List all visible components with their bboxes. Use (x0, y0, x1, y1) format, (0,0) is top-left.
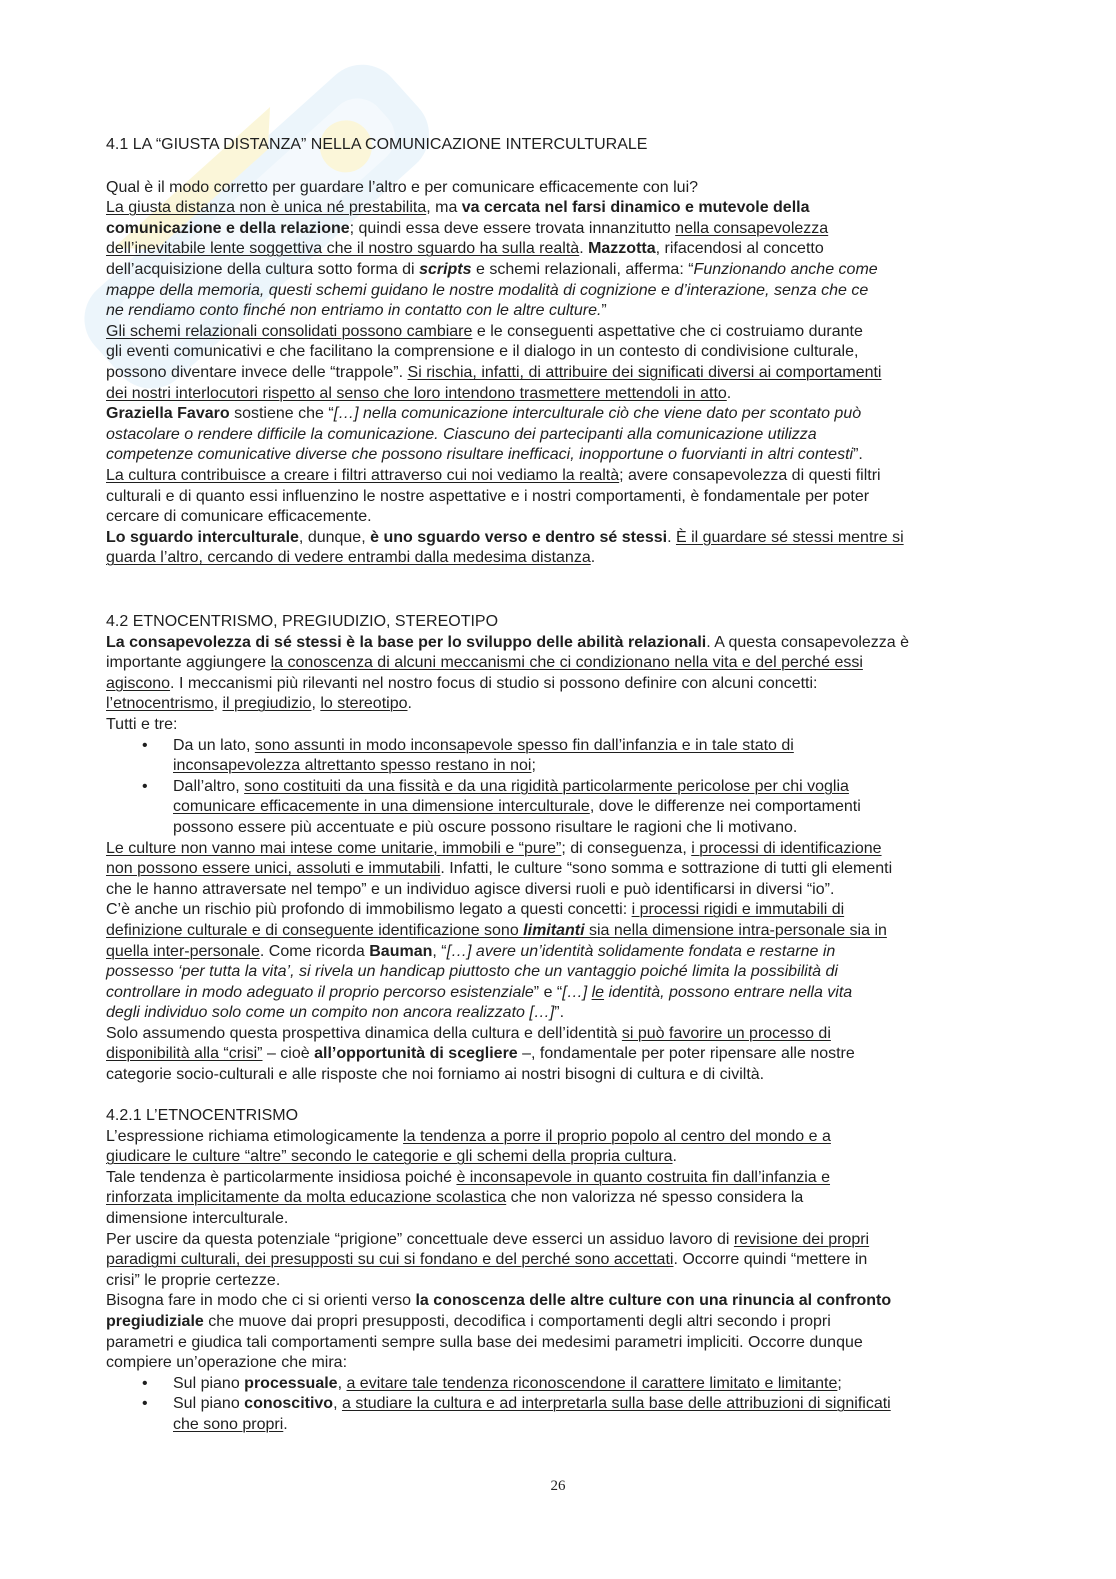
text-line (106, 633, 1066, 654)
bullet-item (106, 777, 1066, 798)
bullet-item-continuation (106, 797, 1066, 818)
text-run: crisi” le proprie certezze. (106, 1271, 281, 1289)
text-run: conoscitivo (244, 1395, 334, 1413)
text-run: È il guardare sé stessi mentre si (675, 528, 904, 546)
text-run: sostiene che “ (229, 405, 334, 423)
text-run: Mazzotta (588, 240, 656, 258)
text-run: , dunque, (298, 528, 371, 546)
text-run: che muove dai propri presupposti, decodifica i comportamenti degli altri secondo i propri (203, 1312, 831, 1330)
text-run: , rifacendosi al concetto (655, 240, 824, 258)
bullet-item (106, 1394, 1066, 1415)
text-run: – cioè (262, 1045, 315, 1063)
text-line (106, 445, 1066, 466)
text-line (106, 281, 1066, 302)
text-run: , (337, 1374, 347, 1392)
text-run: categorie socio-culturali e alle risposte che noi forniamo ai nostri bisogni di cultura e di civiltà. (106, 1066, 765, 1084)
text-line (106, 694, 1066, 715)
text-run: a evitare tale tendenza riconoscendone il carattere limitato e limitante (346, 1374, 838, 1392)
text-run: compiere un’operazione che mira: (106, 1354, 348, 1372)
text-run: comunicare efficacemente in una dimensione interculturale (173, 798, 590, 816)
text-run: e schemi relazionali, afferma: “ (471, 260, 694, 278)
text-run: Tale tendenza è particolarmente insidiosa poiché (106, 1168, 457, 1186)
text-run: . (590, 549, 596, 567)
bullet-icon (142, 1374, 148, 1395)
text-run: possono diventare invece delle “trappole”. (106, 363, 408, 381)
text-run: ostacolare o rendere difficile la comunicazione. Ciascuno dei partecipanti alla comunicazione utilizza (106, 425, 817, 443)
text-run: […] (562, 983, 592, 1001)
text-run: La giusta distanza non è unica né prestabilita (106, 199, 427, 217)
text-run: , (311, 695, 321, 713)
text-line (106, 715, 1066, 736)
text-line (106, 900, 1066, 921)
text-line (106, 1044, 1066, 1065)
text-run: all’opportunità di scegliere (314, 1045, 518, 1063)
text-run: revisione dei propri (733, 1230, 870, 1248)
text-run: e le conseguenti aspettative che ci costruiamo durante (472, 322, 863, 340)
text-run: sia nella dimensione intra-personale sia in (584, 921, 887, 939)
section-4-2-1 (106, 1106, 1066, 1436)
text-run: l’etnocentrismo (106, 695, 214, 713)
section-body (106, 633, 1066, 1086)
text-run: giudicare le culture “altre” secondo le categorie e gli schemi della propria cultura (106, 1148, 673, 1166)
text-run: , ma (426, 199, 462, 217)
bullet-icon (142, 736, 148, 757)
text-run: ; (837, 1374, 842, 1392)
text-run: competenze comunicative diverse che possono risultare inefficaci, inopportune o fuorvianti in altri contesti (106, 446, 854, 464)
text-line (106, 839, 1066, 860)
text-run: degli individuo solo come un compito non ancora realizzato […] (106, 1004, 555, 1022)
text-run: che le hanno attraversate nel tempo” e un individuo agisce diversi ruoli e può identificarsi in diversi “io”. (106, 880, 835, 898)
text-line (106, 548, 1066, 569)
text-run: L’espressione richiama etimologicamente (106, 1127, 404, 1145)
text-line (106, 363, 1066, 384)
text-run: ” e “ (533, 983, 563, 1001)
text-run: le (591, 983, 605, 1001)
text-run: Dall’altro, (173, 777, 245, 795)
section-body (106, 1127, 1066, 1436)
text-run: quella inter-personale (106, 942, 260, 960)
text-run: culturali e di quanto essi influenzino le nostre aspettative e i nostri comportamenti, è fondamentale per poter (106, 487, 870, 505)
text-line (106, 1230, 1066, 1251)
text-run: –, fondamentale per poter ripensare alle nostre (517, 1045, 855, 1063)
text-run: non possono essere unici, assoluti e immutabili (106, 860, 441, 878)
text-line (106, 942, 1066, 963)
text-run: è uno sguardo verso e dentro sé stessi (370, 528, 668, 546)
text-run: ; avere consapevolezza di questi filtri (619, 466, 881, 484)
text-run: . (579, 240, 589, 258)
section-body (106, 178, 1066, 569)
text-run: . (283, 1415, 288, 1433)
text-run: , (333, 1395, 342, 1413)
text-run: a studiare la cultura e ad interpretarla sulla base delle attribuzioni di significati (341, 1395, 891, 1413)
text-run: Da un lato, (173, 736, 255, 754)
text-run: Sul piano (173, 1395, 245, 1413)
text-run: dell’inevitabile lente soggettiva che il nostro sguardo ha sulla realtà (106, 240, 580, 258)
text-run: Tutti e tre: (106, 715, 178, 733)
text-run: importante aggiungere (106, 654, 271, 672)
text-run: La cultura contribuisce a creare i filtri attraverso cui noi vediamo la realtà (106, 466, 620, 484)
text-line (106, 1127, 1066, 1148)
text-run: guarda l’altro, cercando di vedere entrambi dalla medesima distanza (106, 549, 591, 567)
text-run: ; (531, 757, 536, 775)
text-run: scripts (419, 260, 472, 278)
text-run: La consapevolezza di sé stessi è la base per lo sviluppo delle abilità relazionali (106, 633, 707, 651)
text-run: la conoscenza di alcuni meccanismi che ci condizionano nella vita e del perché essi (270, 654, 863, 672)
text-run: si può favorire un processo di (621, 1024, 831, 1042)
text-line (106, 322, 1066, 343)
text-line (106, 198, 1066, 219)
text-run: Solo assumendo questa prospettiva dinamica della cultura e dell’identità (106, 1024, 622, 1042)
text-run: disponibilità alla “crisi” (106, 1045, 263, 1063)
text-line (106, 239, 1066, 260)
text-run: . (726, 384, 732, 402)
text-run: Per uscire da questa potenziale “prigione” concettuale deve esserci un assiduo lavoro di (106, 1230, 734, 1248)
text-line (106, 260, 1066, 281)
text-run: che sono propri (173, 1415, 284, 1433)
text-run: Bauman (369, 942, 433, 960)
text-run: gli eventi comunicativi e che facilitano la comprensione e il dialogo in un contesto di condivisione culturale, (106, 343, 859, 361)
text-run: , dove le differenze nei comportamenti (589, 798, 861, 816)
text-run: . (407, 695, 412, 713)
text-run: . (667, 528, 676, 546)
text-run: […] avere un’identità solidamente fondata e restarne in (446, 942, 836, 960)
text-run: ” (601, 302, 607, 320)
text-run: ”. (554, 1004, 565, 1022)
text-run: limitanti (523, 921, 585, 939)
text-line (106, 1168, 1066, 1189)
section-heading: 4.1 LA “GIUSTA DISTANZA” NELLA COMUNICAZIONE INTERCULTURALE (106, 136, 648, 153)
text-run: Sul piano (173, 1374, 245, 1392)
text-line (106, 1003, 1066, 1024)
text-run: pregiudiziale (106, 1312, 204, 1330)
text-run: . Occorre quindi “mettere in (673, 1251, 868, 1269)
text-line (106, 983, 1066, 1004)
bullet-item (106, 1374, 1066, 1395)
text-line (106, 674, 1066, 695)
text-line (106, 178, 1066, 199)
text-run: i processi rigidi e immutabili di (631, 901, 845, 919)
text-line (106, 425, 1066, 446)
text-run: va cercata nel farsi dinamico e mutevole della (461, 199, 810, 217)
text-line (106, 507, 1066, 528)
text-line (106, 1147, 1066, 1168)
text-run: definizione culturale e di conseguente identificazione sono (106, 921, 524, 939)
section-4-2 (106, 612, 1066, 1086)
text-run: . A questa consapevolezza è (706, 633, 910, 651)
bullet-item (106, 736, 1066, 757)
text-run: […] nella comunicazione interculturale ciò che viene dato per scontato può (333, 405, 862, 423)
text-run: Gli schemi relazionali consolidati possono cambiare (106, 322, 473, 340)
section-4-1 (106, 135, 1066, 569)
section-heading: 4.2.1 L’ETNOCENTRISMO (106, 1107, 299, 1124)
text-run: lo stereotipo (320, 695, 408, 713)
text-run: . I meccanismi più rilevanti nel nostro focus di studio si possono definire con alcuni concetti: (170, 674, 818, 692)
text-run: . (672, 1148, 677, 1166)
page-number: 26 (550, 1478, 566, 1494)
text-line (106, 1333, 1066, 1354)
text-run: i processi di identificazione (691, 839, 882, 857)
text-run: Lo sguardo interculturale (106, 528, 299, 546)
text-line (106, 404, 1066, 425)
text-run: Bisogna fare in modo che ci si orienti verso (106, 1292, 416, 1310)
text-run: rinforzata implicitamente da molta educazione scolastica (106, 1189, 507, 1207)
text-line (106, 219, 1066, 240)
text-line (106, 859, 1066, 880)
text-line (106, 1188, 1066, 1209)
bullet-icon (142, 777, 148, 798)
text-run: il pregiudizio (222, 695, 312, 713)
text-run: sono costituiti da una fissità e da una rigidità particolarmente pericolose per chi voglia (244, 777, 849, 795)
text-line (106, 466, 1066, 487)
text-run: . Infatti, le culture “sono somma e sottrazione di tutti gli elementi (440, 860, 893, 878)
text-run: dell’acquisizione della cultura sotto forma di (106, 260, 420, 278)
text-run: mappe della memoria, questi schemi guidano le nostre modalità di cognizione e d’interazione, senza che ce (106, 281, 869, 299)
text-run: nella consapevolezza (675, 219, 829, 237)
section-heading: 4.2 ETNOCENTRISMO, PREGIUDIZIO, STEREOTIPO (106, 613, 499, 630)
bullet-icon (142, 1394, 148, 1415)
text-run: paradigmi culturali, dei presupposti su cui si fondano e del perché sono accettati (106, 1251, 674, 1269)
text-line (106, 1024, 1066, 1045)
text-run: identità, possono entrare nella vita (604, 983, 853, 1001)
text-line (106, 487, 1066, 508)
text-line (106, 342, 1066, 363)
text-run: ; di conseguenza, (561, 839, 692, 857)
text-line (106, 1312, 1066, 1333)
text-run: ; quindi essa deve essere trovata innanzitutto (349, 219, 676, 237)
text-run: controllare in modo adeguato il proprio percorso esistenziale (106, 983, 534, 1001)
text-line (106, 301, 1066, 322)
text-run: C’è anche un rischio più profondo di immobilismo legato a questi concetti: (106, 901, 632, 919)
text-line (106, 880, 1066, 901)
bullet-item-continuation (106, 756, 1066, 777)
text-run: , “ (432, 942, 447, 960)
text-run: dimensione interculturale. (106, 1209, 289, 1227)
text-line (106, 1353, 1066, 1374)
text-run: inconsapevolezza altrettanto spesso restano in noi (173, 757, 532, 775)
text-line (106, 528, 1066, 549)
text-run: cercare di comunicare efficacemente. (106, 508, 372, 526)
text-run: . Come ricorda (259, 942, 370, 960)
text-run: dei nostri interlocutori rispetto al senso che loro intendono trasmettere mettendoli in atto (106, 384, 727, 402)
text-run: sono assunti in modo inconsapevole spesso fin dall’infanzia e in tale stato di (254, 736, 794, 754)
text-run: possono essere più accentuate e più oscure possono risultare le ragioni che li motivano. (173, 818, 798, 836)
text-run: , (213, 695, 223, 713)
text-line (106, 962, 1066, 983)
text-line (106, 1065, 1066, 1086)
text-run: Graziella Favaro (106, 405, 230, 423)
text-line (106, 1291, 1066, 1312)
text-run: agiscono (106, 674, 171, 692)
text-run: ne rendiamo conto finché non entriamo in contatto con le altre culture. (106, 302, 602, 320)
text-run: è inconsapevole in quanto costruita fin dall’infanzia e (456, 1168, 831, 1186)
text-run: Le culture non vanno mai intese come unitarie, immobili e “pure” (106, 839, 562, 857)
text-run: Qual è il modo corretto per guardare l’altro e per comunicare efficacemente con lui? (106, 178, 699, 196)
text-run: la conoscenza delle altre culture con una rinuncia al confronto (415, 1292, 892, 1310)
text-run: possesso ‘per tutta la vita’, si rivela un handicap piuttosto che un vantaggio poiché limita la possibilità di (106, 963, 838, 981)
text-line (106, 1209, 1066, 1230)
text-run: processuale (244, 1374, 338, 1392)
text-run: ”. (853, 446, 863, 464)
text-line (106, 1271, 1066, 1292)
text-line (106, 384, 1066, 405)
text-line (106, 1250, 1066, 1271)
text-line (106, 921, 1066, 942)
text-run: che non valorizza né spesso considera la (506, 1189, 804, 1207)
bullet-item-continuation (106, 818, 1066, 839)
text-run: la tendenza a porre il proprio popolo al centro del mondo e a (403, 1127, 831, 1145)
bullet-item-continuation (106, 1415, 1066, 1436)
text-run: Funzionando anche come (693, 260, 878, 278)
text-run: comunicazione e della relazione (106, 219, 350, 237)
text-run: Si rischia, infatti, di attribuire dei significati diversi ai comportamenti (407, 363, 882, 381)
text-run: parametri e giudica tali comportamenti sempre sulla base dei medesimi parametri impliciti. Occorre dunque (106, 1333, 863, 1351)
text-line (106, 653, 1066, 674)
